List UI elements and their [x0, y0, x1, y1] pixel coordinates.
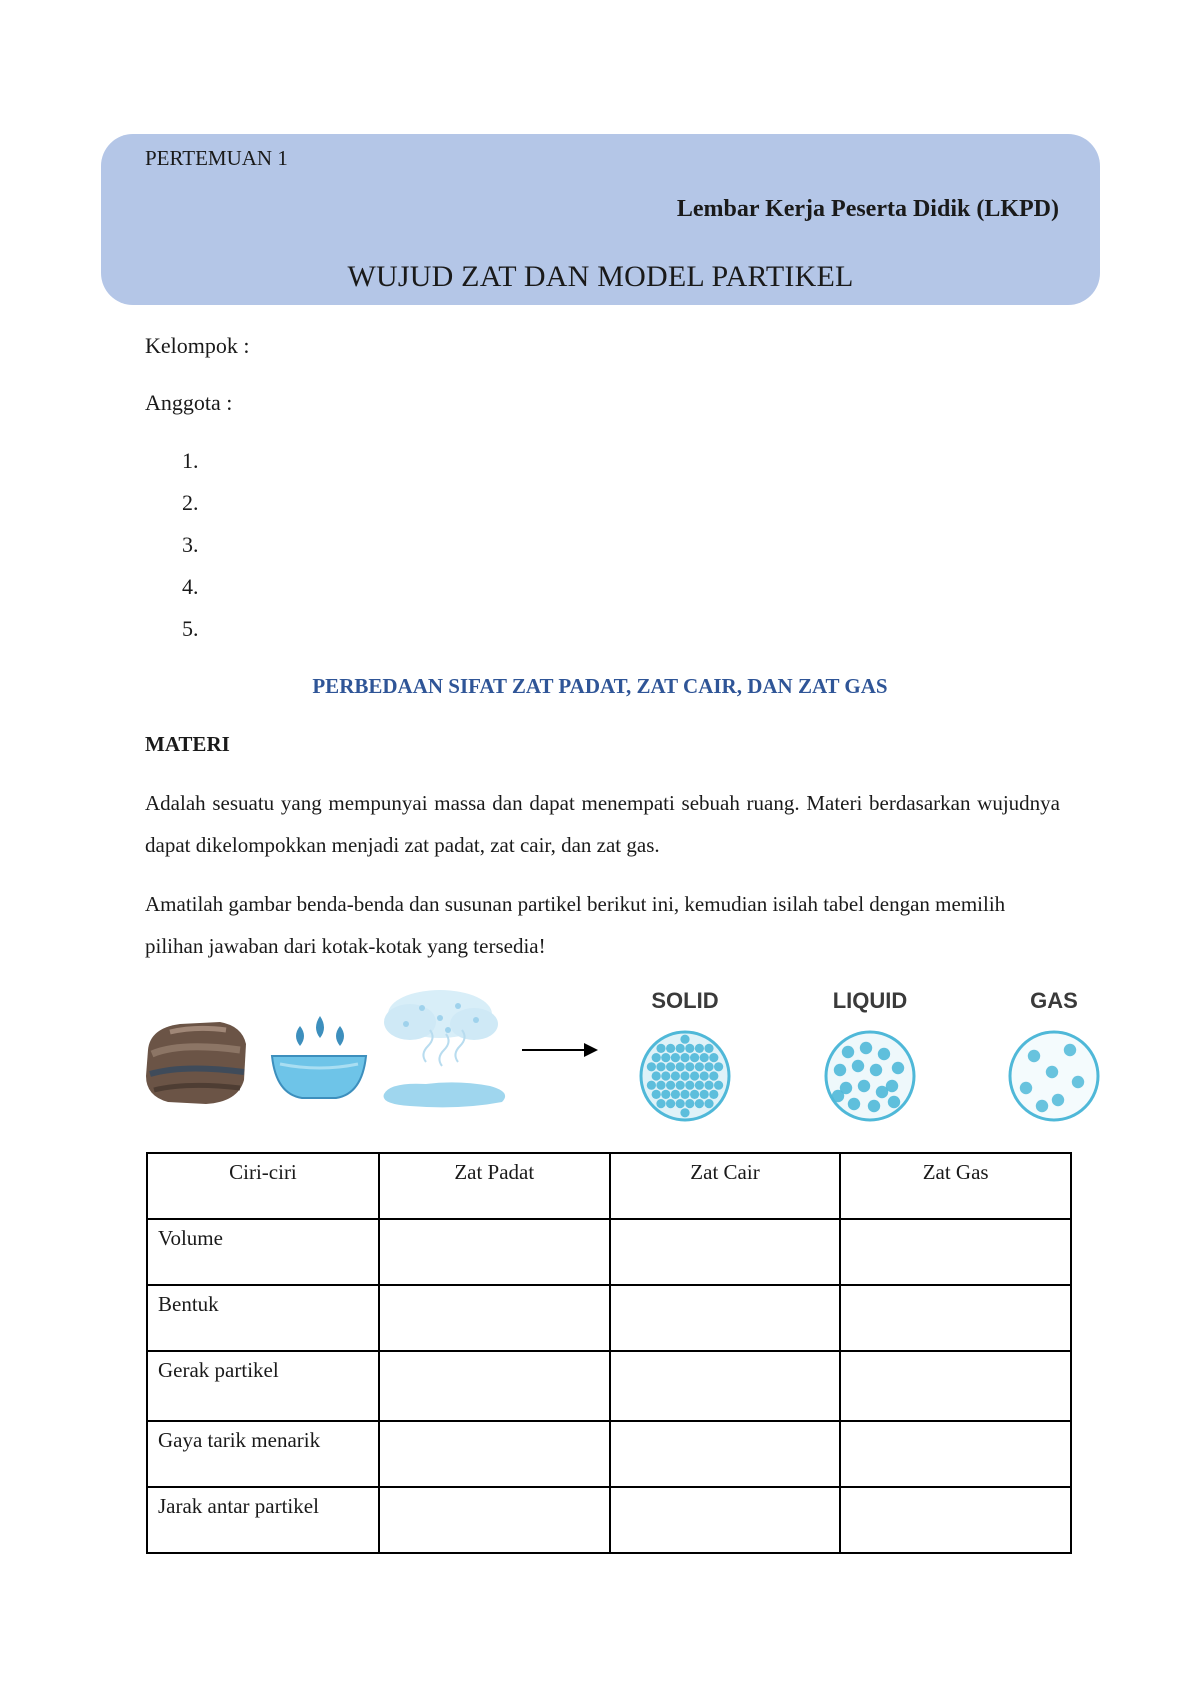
table-header-row [147, 1153, 1071, 1219]
particle-dot [656, 1044, 665, 1053]
arrow-icon [522, 1043, 598, 1057]
particle-dot [860, 1042, 872, 1054]
members-list [182, 446, 199, 656]
particle-dot [1052, 1094, 1064, 1106]
answer-cell[interactable] [610, 1421, 841, 1487]
particle-dot [852, 1060, 864, 1072]
member-item: 5. [182, 616, 199, 641]
particle-dot [848, 1098, 860, 1110]
particle-dot [666, 1044, 675, 1053]
member-item: 3. [182, 532, 199, 557]
solid-label: SOLID [651, 988, 719, 1013]
row-label: Gaya tarik menarik [147, 1421, 379, 1487]
particle-dot [704, 1099, 713, 1108]
member-item: 2. [182, 490, 199, 515]
particle-dot [671, 1053, 680, 1062]
gas-particle-model [1010, 1032, 1098, 1120]
particle-dot [690, 1053, 699, 1062]
particle-dot [666, 1099, 675, 1108]
materi-heading: MATERI [145, 732, 230, 756]
answer-cell[interactable] [379, 1487, 610, 1553]
particle-dot [842, 1046, 854, 1058]
particle-dot [676, 1081, 685, 1090]
particle-dot [661, 1090, 670, 1099]
particle-dot [647, 1081, 656, 1090]
particle-dot [868, 1100, 880, 1112]
meeting-label: PERTEMUAN 1 [145, 146, 288, 170]
particle-dot [888, 1096, 900, 1108]
particle-dot [685, 1099, 694, 1108]
water-icon [272, 1016, 366, 1098]
particle-dot [680, 1108, 689, 1117]
table-row [147, 1421, 1071, 1487]
particle-dot [671, 1090, 680, 1099]
particle-dot [1036, 1100, 1048, 1112]
row-label: Volume [147, 1219, 379, 1285]
particle-dot [676, 1062, 685, 1071]
particle-dot [834, 1064, 846, 1076]
page-title: WUJUD ZAT DAN MODEL PARTIKEL [347, 260, 854, 293]
particle-dot [876, 1086, 888, 1098]
particle-dot [661, 1071, 670, 1080]
particle-dot [704, 1062, 713, 1071]
particle-dot [652, 1090, 661, 1099]
gas-label: GAS [1030, 988, 1078, 1013]
members-label: Anggota : [145, 390, 233, 415]
table-row [147, 1219, 1071, 1285]
particle-dot [671, 1071, 680, 1080]
member-item: 4. [182, 574, 199, 599]
row-label: Jarak antar partikel [147, 1487, 379, 1553]
particle-dot [652, 1053, 661, 1062]
materi-paragraph: Adalah sesuatu yang mempunyai massa dan dapat menempati sebuah ruang. Materi berdasarkan wujudnya dapat dikelompokkan menjadi zat padat, zat cair, dan zat gas. [145, 791, 1060, 857]
particle-dot [1020, 1082, 1032, 1094]
answer-cell[interactable] [379, 1421, 610, 1487]
table-row [147, 1351, 1071, 1421]
particle-dot [680, 1035, 689, 1044]
answer-cell[interactable] [610, 1219, 841, 1285]
answer-cell[interactable] [840, 1219, 1071, 1285]
particle-dot [656, 1081, 665, 1090]
answer-cell[interactable] [840, 1351, 1071, 1421]
answer-cell[interactable] [610, 1487, 841, 1553]
particle-dot [700, 1053, 709, 1062]
answer-cell[interactable] [840, 1421, 1071, 1487]
table-header-cell: Zat Padat [379, 1153, 610, 1219]
particle-dot [858, 1080, 870, 1092]
particle-dot [709, 1090, 718, 1099]
particle-dot [832, 1090, 844, 1102]
particle-dot [709, 1071, 718, 1080]
particle-dot [685, 1062, 694, 1071]
particle-dot [661, 1053, 670, 1062]
particle-dot [1072, 1076, 1084, 1088]
particle-dot [676, 1044, 685, 1053]
particle-dot [690, 1071, 699, 1080]
table-header-cell: Zat Gas [840, 1153, 1071, 1219]
particle-dot [1046, 1066, 1058, 1078]
section-title: PERBEDAAN SIFAT ZAT PADAT, ZAT CAIR, DAN ZAT GAS [312, 674, 888, 698]
particle-dot [685, 1081, 694, 1090]
table-row [147, 1285, 1071, 1351]
rock-icon [146, 1022, 246, 1104]
table-header-cell: Zat Cair [610, 1153, 841, 1219]
answer-cell[interactable] [379, 1219, 610, 1285]
particle-dot [1064, 1044, 1076, 1056]
particle-dot [870, 1064, 882, 1076]
particle-dot [647, 1062, 656, 1071]
states-of-matter-illustration [140, 984, 1110, 1124]
particle-dot [680, 1053, 689, 1062]
worksheet-title: Lembar Kerja Peserta Didik (LKPD) [676, 196, 1059, 222]
particle-dot [714, 1081, 723, 1090]
liquid-label: LIQUID [832, 988, 908, 1013]
row-label: Bentuk [147, 1285, 379, 1351]
particle-dot [652, 1071, 661, 1080]
particle-dot [656, 1062, 665, 1071]
answer-cell[interactable] [379, 1351, 610, 1421]
particle-dot [700, 1071, 709, 1080]
answer-cell[interactable] [379, 1285, 610, 1351]
particle-dot [676, 1099, 685, 1108]
particle-dot [714, 1062, 723, 1071]
particle-dot [878, 1048, 890, 1060]
vapour-icon [384, 990, 506, 1107]
group-label: Kelompok : [145, 333, 250, 358]
particle-dot [680, 1071, 689, 1080]
liquid-particle-model [826, 1032, 914, 1120]
particle-dot [695, 1062, 704, 1071]
particle-dot [704, 1081, 713, 1090]
particle-dot [709, 1053, 718, 1062]
instruction-paragraph: Amatilah gambar benda-benda dan susunan partikel berikut ini, kemudian isilah tabel dengan memilih pilihan jawaban dari kotak-kotak yang tersedia! [145, 892, 1006, 958]
particle-dot [1028, 1050, 1040, 1062]
member-item: 1. [182, 448, 199, 473]
particle-dot [685, 1044, 694, 1053]
particle-dot [700, 1090, 709, 1099]
particle-dot [666, 1081, 675, 1090]
particle-dot [704, 1044, 713, 1053]
particle-dot [695, 1099, 704, 1108]
particle-dot [680, 1090, 689, 1099]
properties-table [146, 1152, 1072, 1554]
answer-cell[interactable] [840, 1285, 1071, 1351]
particle-dot [695, 1081, 704, 1090]
answer-cell[interactable] [610, 1351, 841, 1421]
table-header-cell: Ciri-ciri [147, 1153, 379, 1219]
particle-dot [690, 1090, 699, 1099]
particle-dot [666, 1062, 675, 1071]
solid-particle-model [641, 1032, 729, 1120]
particle-dot [892, 1062, 904, 1074]
row-label: Gerak partikel [147, 1351, 379, 1421]
particle-dot [695, 1044, 704, 1053]
answer-cell[interactable] [840, 1487, 1071, 1553]
answer-cell[interactable] [610, 1285, 841, 1351]
table-row [147, 1487, 1071, 1553]
particle-dot [656, 1099, 665, 1108]
